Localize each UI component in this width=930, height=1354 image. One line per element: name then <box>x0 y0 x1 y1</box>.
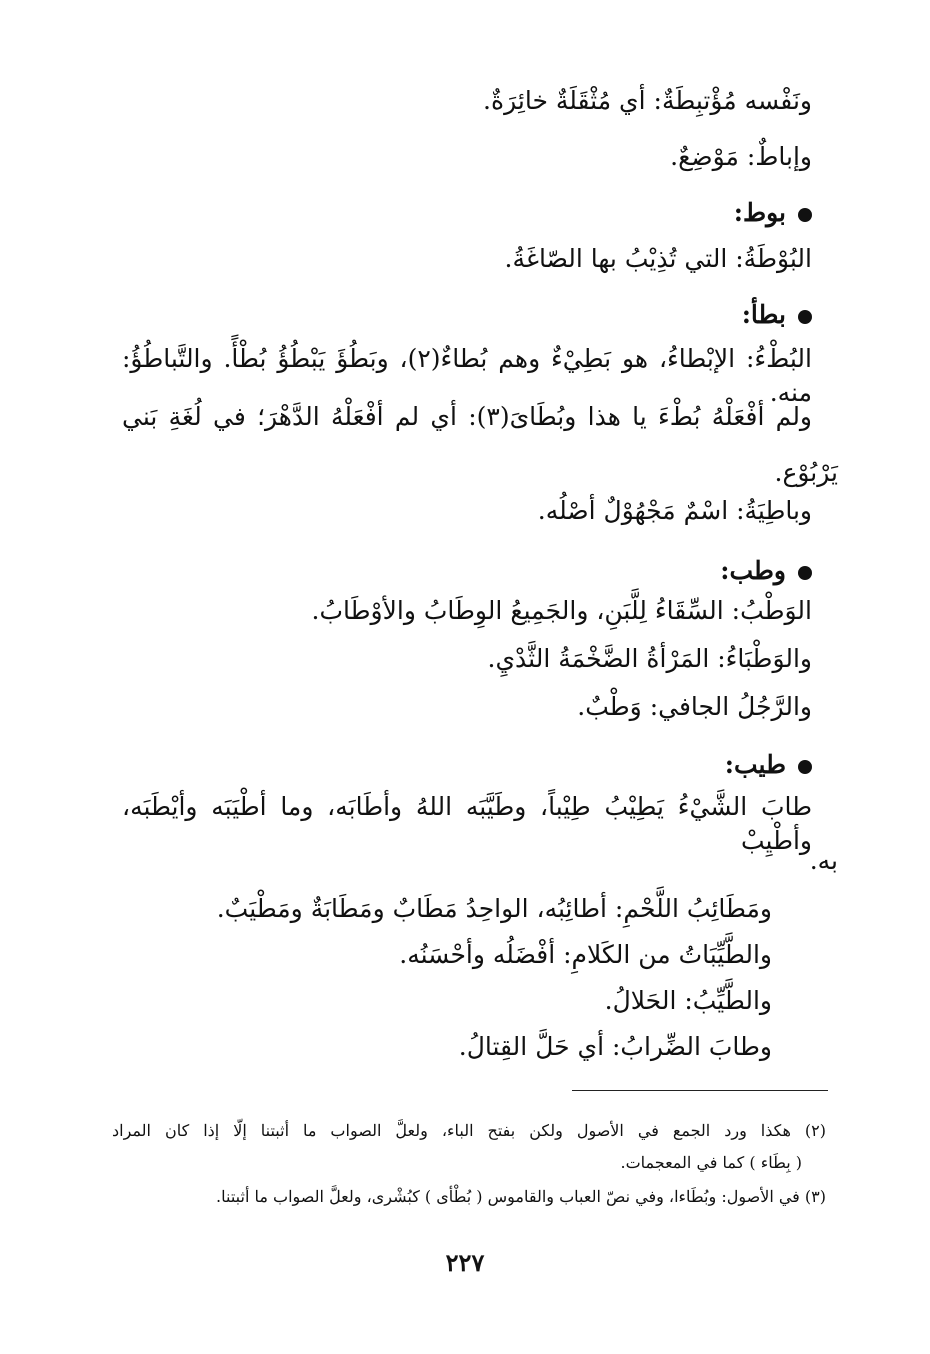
heading-label: طيب: <box>724 750 786 779</box>
footnote: (٣) في الأصول: وبُطَاءا، وفي نصّ العباب والقاموس ( بُطْأى ) كبُشْرى، ولعلَّ الصواب ما أثبتنا. <box>216 1187 826 1206</box>
heading-label: بطأ: <box>741 300 786 329</box>
text-line: البُطْءُ: الإبْطاءُ، هو بَطِيْءٌ وهم بُطاءٌ(٢)، وبَطُؤَ يَبْطُؤُ بُطْأً. والتَّباطُؤُ: منه. <box>122 344 812 407</box>
bullet-icon <box>798 208 812 222</box>
text-line: والوَطْبَاءُ: المَرْأةُ الضَّخْمَةُ الثَّدْيِ. <box>487 644 812 673</box>
text-line: والطَّيِّبُ: الحَلالُ. <box>604 986 772 1015</box>
entry-heading <box>742 298 812 332</box>
footnote: (٢) هكذا ورد الجمع في الأصول ولكن بفتح الباء، ولعلَّ الصواب ما أثبتنا إلّا إذا كان المراد <box>112 1121 826 1140</box>
heading-label: وطب: <box>720 556 786 585</box>
text-line: ولم أفْعَلْهُ بُطْءَ يا هذا وبُطَاىَ(٣): أي لم أفْعَلْهُ الدَّهْرَ؛ في لُغَةِ بَني <box>122 402 813 431</box>
text-line: يَرْبُوْع. <box>774 458 838 487</box>
text-line: وطابَ الضِّرابُ: أي حَلَّ القِتالُ. <box>458 1032 772 1061</box>
heading-label: بوط: <box>733 198 786 227</box>
page-number: ٢٢٧ <box>445 1248 485 1277</box>
footnote: ( بِطَاء ) كما في المعجمات. <box>620 1153 802 1172</box>
bullet-icon <box>798 566 812 580</box>
text-line: ونَفْسه مُؤْتبِطَةٌ: أي مُثْقَلَةٌ خائِرَةٌ. <box>483 86 812 115</box>
footnote-divider <box>572 1090 828 1091</box>
text-line: طابَ الشَّيْءُ يَطِيْبُ طِيْباً، وطَيَّبَه اللهُ وأطَابَه، وما أطْيَبَه وأيْطَبَه، وأطْيِبْ <box>122 792 812 855</box>
entry-heading <box>725 748 812 782</box>
text-line: والطَّيِّبَاتُ من الكَلامِ: أفْضَلُه وأحْسَنُه. <box>399 940 772 969</box>
text-line: الوَطْبُ: السِّقَاءُ لِلَّبَنِ، والجَمِيعُ الوِطَابُ والأوْطَابُ. <box>311 596 812 625</box>
text-line: به. <box>809 846 838 875</box>
text-line: وإباطٌ: مَوْضِعٌ. <box>670 142 812 171</box>
text-line: ومَطَائِبُ اللَّحْمِ: أطائِبُه، الواحِدُ مَطَابٌ ومَطَابَةٌ ومَطْيَبٌ. <box>216 894 772 923</box>
entry-heading <box>720 554 812 588</box>
bullet-icon <box>798 310 812 324</box>
bullet-icon <box>798 760 812 774</box>
text-line: البُوْطَةُ: التي تُذِيْبُ بها الصّاغَةُ. <box>504 244 812 273</box>
text-line: والرَّجُلُ الجافي: وَطْبٌ. <box>577 692 812 721</box>
text-line: وباطِيَةُ: اسْمٌ مَجْهُوْلٌ أصْلُه. <box>537 496 812 525</box>
entry-heading <box>734 196 812 230</box>
